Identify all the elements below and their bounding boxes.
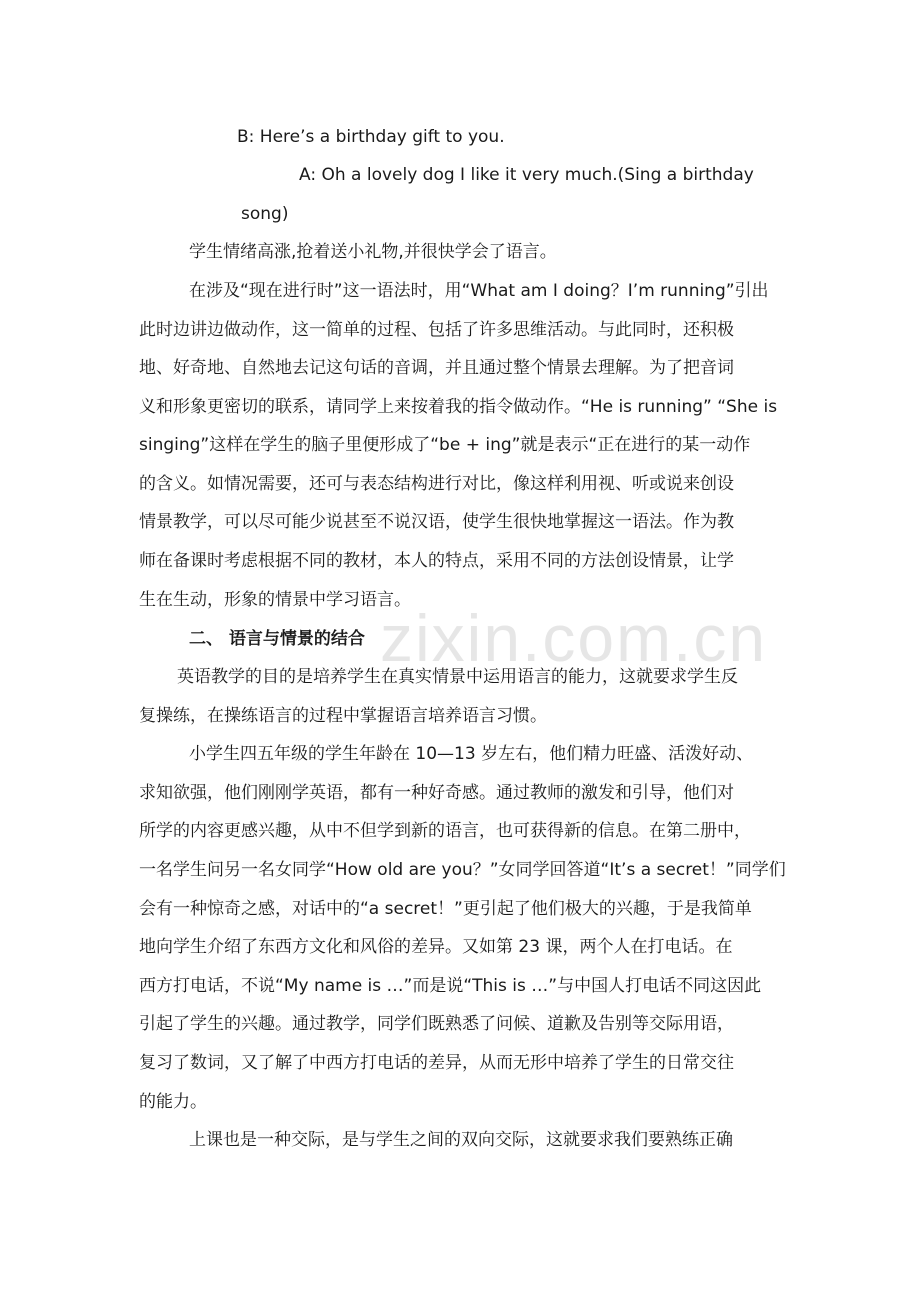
paragraph-line: 西方打电话，不说“My name is …”而是说“This is …”与中国人打电话不同这因此 xyxy=(139,976,762,996)
paragraph-line: 所学的内容更感兴趣，从中不但学到新的语言，也可获得新的信息。在第二册中， xyxy=(139,821,751,841)
paragraph-line: 义和形象更密切的联系，请同学上来按着我的指令做动作。“He is running” “She is xyxy=(139,397,778,417)
paragraph-line: 生在生动，形象的情景中学习语言。 xyxy=(139,590,411,610)
paragraph-line: 英语教学的目的是培养学生在真实情景中运用语言的能力，这就要求学生反 xyxy=(177,667,738,687)
paragraph-line: 上课也是一种交际，是与学生之间的双向交际，这就要求我们要熟练正确 xyxy=(189,1130,733,1150)
paragraph-line: 会有一种惊奇之感，对话中的“a secret！”更引起了他们极大的兴趣，于是我简单 xyxy=(139,899,752,919)
paragraph-line: 在涉及“现在进行时”这一语法时，用“What am I doing？I’m running”引出 xyxy=(189,281,769,301)
paragraph-line: 师在备课时考虑根据不同的教材，本人的特点，采用不同的方法创设情景，让学 xyxy=(139,551,734,571)
paragraph-line: 情景教学，可以尽可能少说甚至不说汉语，使学生很快地掌握这一语法。作为教 xyxy=(139,512,734,532)
paragraph-line: 学生情绪高涨,抢着送小礼物,并很快学会了语言。 xyxy=(189,242,557,262)
paragraph-line: 复习了数词，又了解了中西方打电话的差异，从而无形中培养了学生的日常交往 xyxy=(139,1053,734,1073)
paragraph-line: 的能力。 xyxy=(139,1092,207,1112)
dialogue-line-a-cont: song) xyxy=(241,204,289,224)
paragraph-line: 一名学生问另一名女同学“How old are you？”女同学回答道“It’s a secret！”同学们 xyxy=(139,860,786,880)
paragraph-line: singing”这样在学生的脑子里便形成了“be + ing”就是表示“正在进行的某一动作 xyxy=(139,435,751,455)
paragraph-line: 此时边讲边做动作，这一简单的过程、包括了许多思维活动。与此同时，还积极 xyxy=(139,320,734,340)
paragraph-line: 求知欲强，他们刚刚学英语，都有一种好奇感。通过教师的激发和引导，他们对 xyxy=(139,783,734,803)
paragraph-line: 地向学生介绍了东西方文化和风俗的差异。又如第 23 课，两个人在打电话。在 xyxy=(139,937,733,957)
watermark: zixin.com.cn xyxy=(380,601,768,675)
paragraph-line: 小学生四五年级的学生年龄在 10—13 岁左右，他们精力旺盛、活泼好动、 xyxy=(189,744,754,764)
paragraph-line: 引起了学生的兴趣。通过教学，同学们既熟悉了问候、道歉及告别等交际用语， xyxy=(139,1014,734,1034)
dialogue-line-a: A: Oh a lovely dog I like it very much.(Sing a birthday xyxy=(299,165,754,185)
paragraph-line: 的含义。如情况需要，还可与表态结构进行对比，像这样利用视、听或说来创设 xyxy=(139,474,734,494)
dialogue-line-b: B: Here’s a birthday gift to you. xyxy=(237,127,505,147)
paragraph-line: 地、好奇地、自然地去记这句话的音调，并且通过整个情景去理解。为了把音词 xyxy=(139,358,734,378)
paragraph-line: 复操练，在操练语言的过程中掌握语言培养语言习惯。 xyxy=(139,706,547,726)
section-heading: 二、 语言与情景的结合 xyxy=(189,629,365,649)
